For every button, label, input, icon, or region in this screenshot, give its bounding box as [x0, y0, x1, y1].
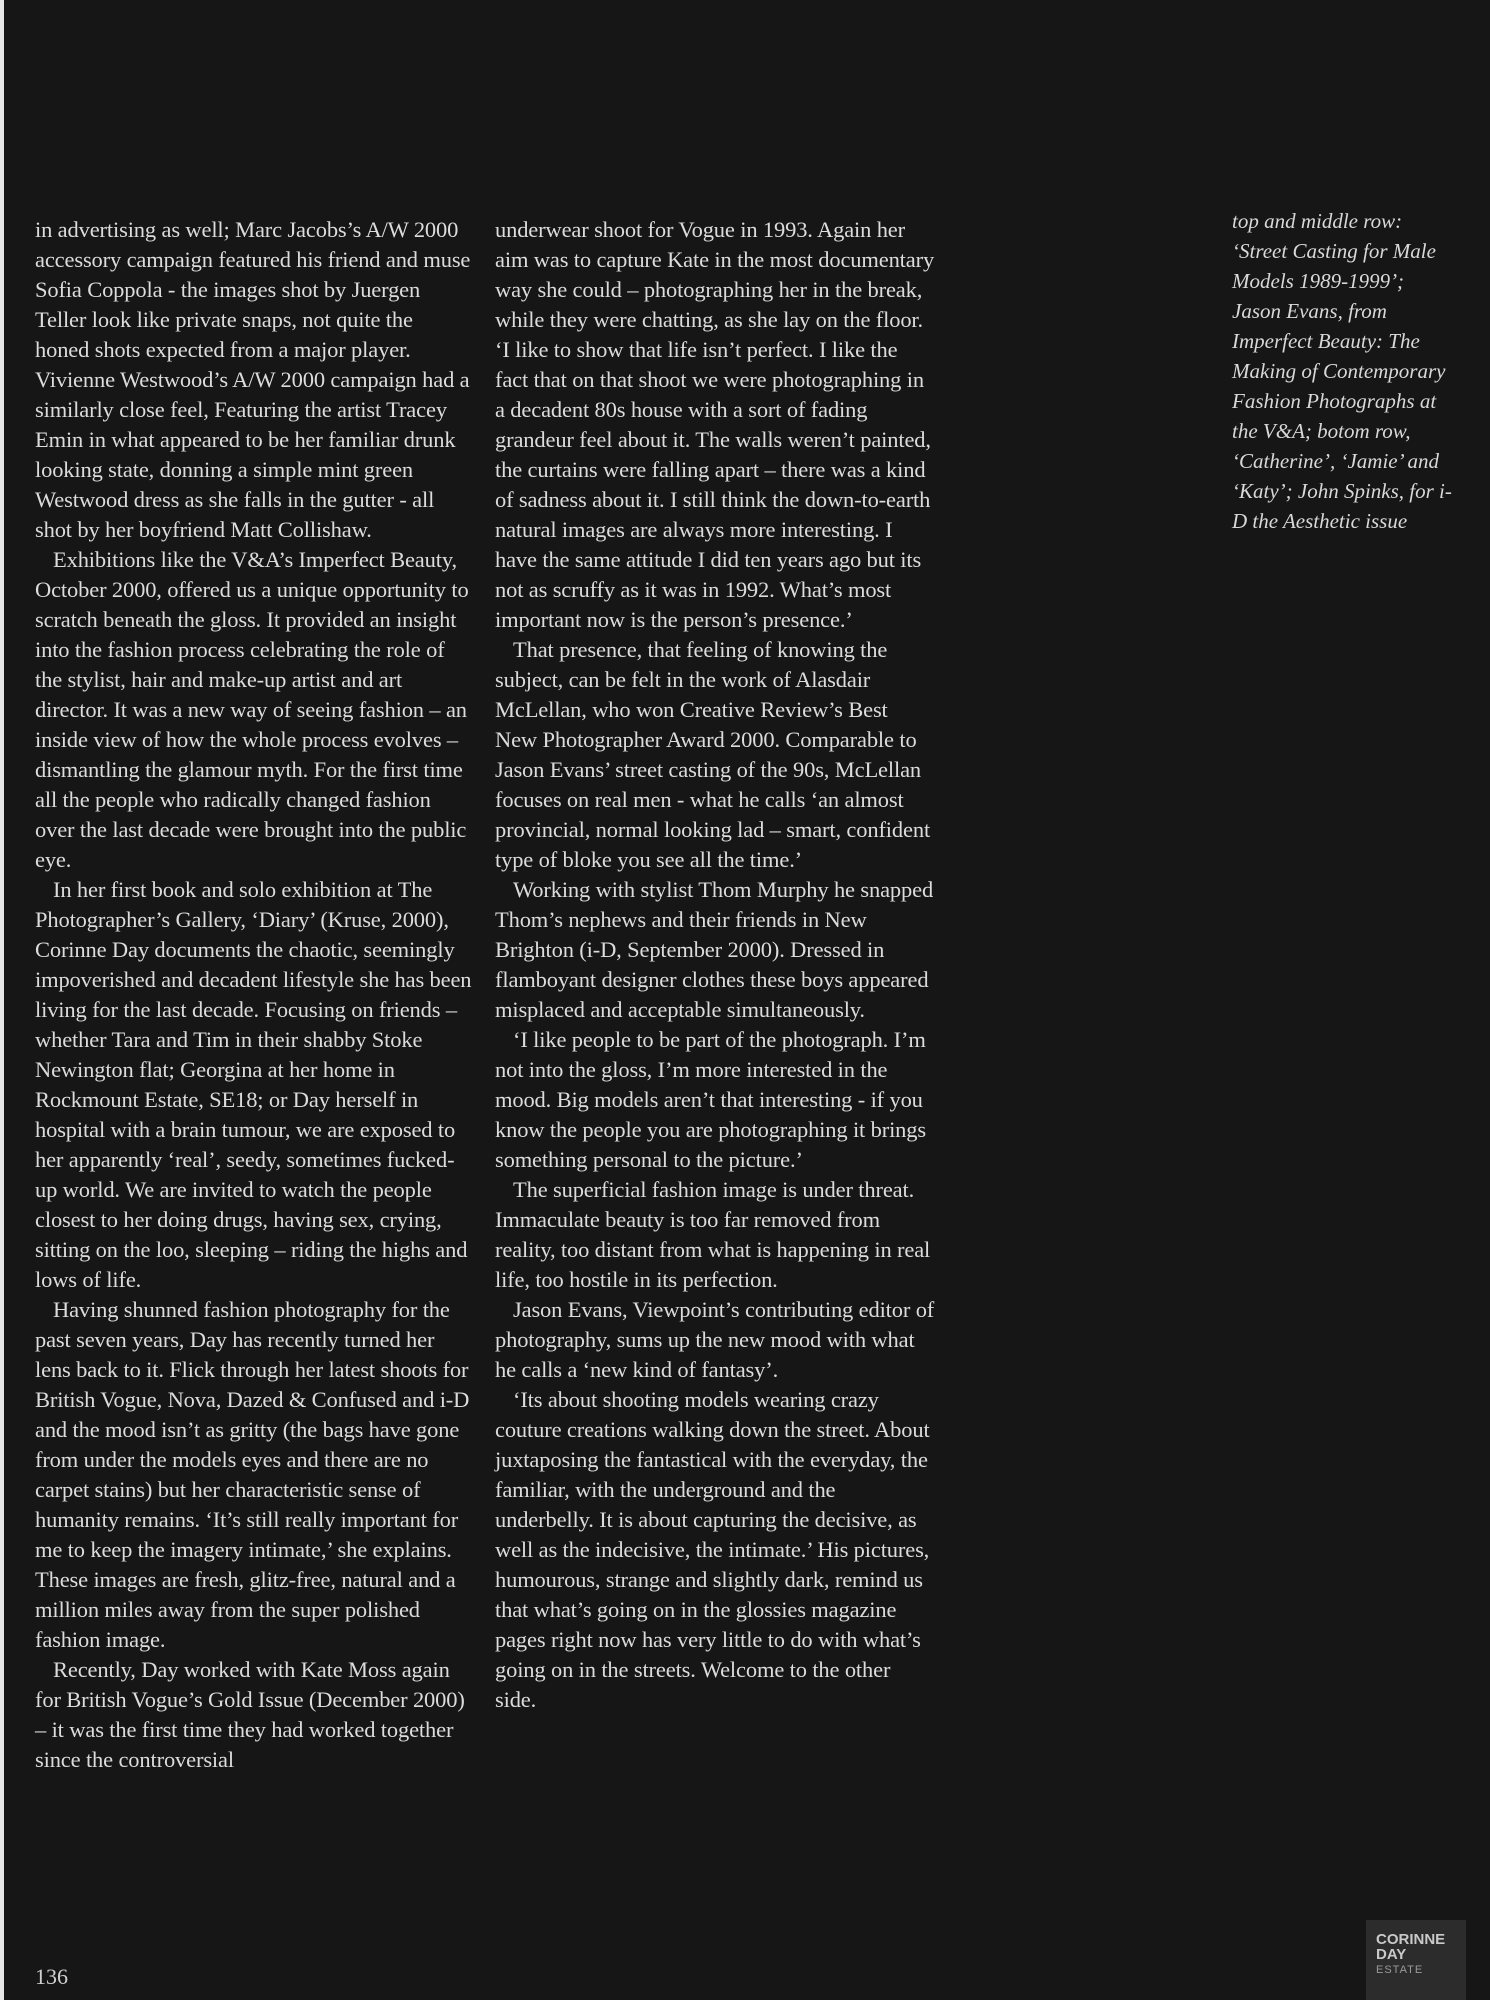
paragraph: That presence, that feeling of knowing the subject, can be felt in the work of Alasdair McLellan, who won Creative Review’s Best New Photographer Award 2000. Comparable to Jason Evans’ street casting of the 90s, McLellan focuses on real men - what he calls ‘an almost provincial, normal looking lad – smart, confident type of bloke you see all the time.’ [495, 637, 931, 872]
paragraph: Working with stylist Thom Murphy he snapped Thom’s nephews and their friends in New Brighton (i-D, September 2000). Dressed in flamboyant designer clothes these boys appeared misplaced and acceptable simultaneously. [495, 877, 934, 1022]
paragraph: ‘Its about shooting models wearing crazy couture creations walking down the street. About juxtaposing the fantastical with the everyday, the familiar, with the underground and the underbelly. It is about capturing the decisive, as well as the indecisive, the intimate.’ His pictures, humourous, strange and slightly dark, remind us that what’s going on in the glossies magazine pages right now has very little to do with what’s going on in the streets. Welcome to the other side. [495, 1387, 930, 1712]
watermark-line: ESTATE [1376, 1964, 1424, 1976]
paragraph: Recently, Day worked with Kate Moss again for British Vogue’s Gold Issue (December 2000) – it was the first time they had worked together since the controversial [35, 1657, 465, 1772]
paragraph: The superficial fashion image is under threat. Immaculate beauty is too far removed from reality, too distant from what is happening in real life, too hostile in its perfection. [495, 1177, 931, 1292]
watermark-line: CORINNE [1376, 1931, 1446, 1948]
paragraph: Exhibitions like the V&A’s Imperfect Beauty, October 2000, offered us a unique opportunity to scratch beneath the gloss. It provided an insight into the fashion process celebrating the role of the stylist, hair and make-up artist and art director. It was a new way of seeing fashion – an inside view of how the whole process evolves – dismantling the glamour myth. For the first time all the people who radically changed fashion over the last decade were brought into the public eye. [35, 547, 469, 872]
page-number: 136 [35, 1964, 68, 1989]
photo-caption: top and middle row: ‘Street Casting for Male Models 1989-1999’; Jason Evans, from Imperfect Beauty: The Making of Contemporary Fashion Photographs at the V&A; botom row, ‘Catherine’, ‘Jamie’ and ‘Katy’; John Spinks, for i-D the Aesthetic issue [1232, 209, 1452, 533]
article-column-left [35, 215, 472, 1775]
article-column-middle [495, 215, 935, 1715]
paragraph: In her first book and solo exhibition at The Photographer’s Gallery, ‘Diary’ (Kruse, 2000), Corinne Day documents the chaotic, seemingly impoverished and decadent lifestyle she has been living for the last decade. Focusing on friends – whether Tara and Tim in their shabby Stoke Newington flat; Georgina at her home in Rockmount Estate, SE18; or Day herself in hospital with a brain tumour, we are exposed to her apparently ‘real’, seedy, sometimes fucked-up world. We are invited to watch the people closest to her doing drugs, having sex, crying, sitting on the loo, sleeping – riding the highs and lows of life. [35, 877, 472, 1292]
paragraph: Having shunned fashion photography for the past seven years, Day has recently turned her lens back to it. Flick through her latest shoots for British Vogue, Nova, Dazed & Confused and i-D and the mood isn’t as gritty (the bags have gone from under the models eyes and there are no carpet stains) but her characteristic sense of humanity remains. ‘It’s still really important for me to keep the imagery intimate,’ she explains. These images are fresh, glitz-free, natural and a million miles away from the super polished fashion image. [35, 1297, 470, 1652]
page-edge [0, 0, 4, 2000]
paragraph: ‘I like people to be part of the photograph. I’m not into the gloss, I’m more interested in the mood. Big models aren’t that interesting - if you know the people you are photographing it brings something personal to the picture.’ [495, 1027, 926, 1172]
watermark-line: DAY [1376, 1946, 1407, 1963]
paragraph: in advertising as well; Marc Jacobs’s A/W 2000 accessory campaign featured his friend and muse Sofia Coppola - the images shot by Juergen Teller look like private snaps, not quite the honed shots expected from a major player. Vivienne Westwood’s A/W 2000 campaign had a similarly close feel, Featuring the artist Tracey Emin in what appeared to be her familiar drunk looking state, donning a simple mint green Westwood dress as she falls in the gutter - all shot by her boyfriend Matt Collishaw. [35, 217, 471, 542]
estate-watermark [1366, 1920, 1466, 2000]
paragraph: underwear shoot for Vogue in 1993. Again her aim was to capture Kate in the most documentary way she could – photographing her in the break, while they were chatting, as she lay on the floor. ‘I like to show that life isn’t perfect. I like the fact that on that shoot we were photographing in a decadent 80s house with a sort of fading grandeur feel about it. The walls weren’t painted, the curtains were falling apart – there was a kind of sadness about it. I still think the down-to-earth natural images are always more interesting. I have the same attitude I did ten years ago but its not as scruffy as it was in 1992. What’s most important now is the person’s presence.’ [495, 217, 935, 632]
paragraph: Jason Evans, Viewpoint’s contributing editor of photography, sums up the new mood with what he calls a ‘new kind of fantasy’. [495, 1297, 935, 1382]
